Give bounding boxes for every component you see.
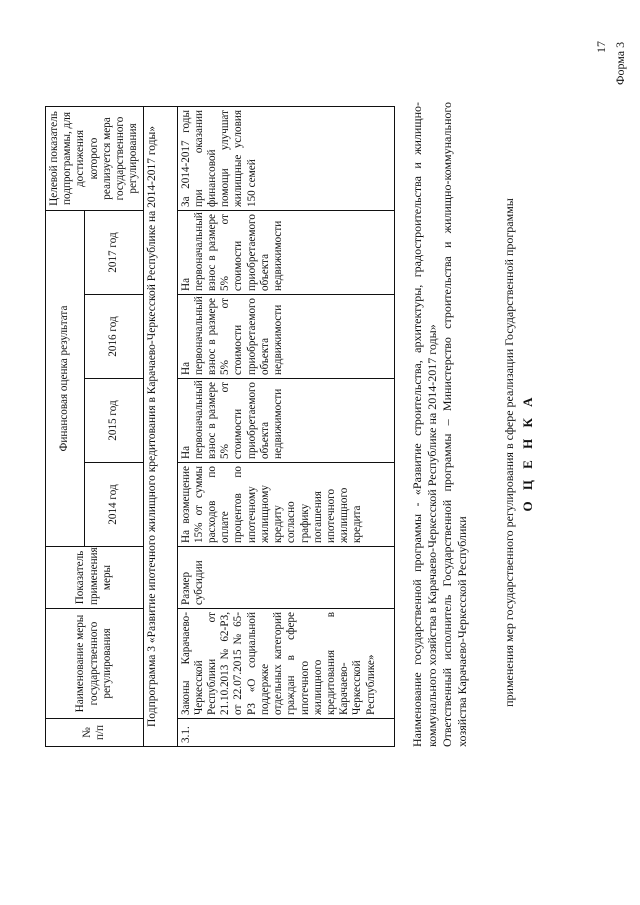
header-financial: Финансовая оценка результата (46, 211, 85, 547)
row-2016: На первоначальный взнос в размере 5% от стоимости приобретаемого объекта недвижимости (177, 295, 394, 379)
header-year-2015: 2015 год (85, 379, 144, 463)
subprogram-title: Подпрограмма 3 «Развитие ипотечного жилищного кредитования в Карачаево-Черкесской Республике на 2014-2017 годы» (143, 107, 177, 747)
program-info (410, 102, 471, 747)
measures-table (45, 106, 395, 747)
document-title: О Ц Е Н К А (520, 393, 535, 512)
header-indicator: Показатель применения меры (46, 547, 144, 609)
program-name: Наименование государственной программы - «Развитие строительства, архитектуры, градостроительства и жилищно-коммунального хозяйства в Карачаево-Черкесской Республике на 2014-2017 годы» (410, 102, 439, 747)
row-target: За 2014-2017 годы при оказании финансовой помощи улучшат жилищные условия 150 семей (177, 107, 394, 211)
responsible-executor: Ответственный исполнитель Государственной программы – Министерство строительства и жилищно-коммунального хозяйства Карачаево-Черкесской Республики (440, 102, 469, 747)
row-num: 3.1. (177, 719, 394, 747)
row-2017: На первоначальный взнос в размере 5% от стоимости приобретаемого объекта недвижимости (177, 211, 394, 295)
row-measure: Законы Карачаево-Черкесской Республики от 21.10.2013 № 62-РЗ, от 22.07.2015 № 65-РЗ «О социальной поддержке отдельных категорий граждан в сфере ипотечного жилищного кредитования в Карачаево-Черкесской Республике» (177, 609, 394, 719)
page-number: 17 (594, 41, 608, 53)
header-year-2014: 2014 год (85, 463, 144, 547)
document-subtitle: применения мер государственного регулирования в сфере реализации Государственной программы (502, 198, 516, 707)
header-target: Целевой показатель подпрограммы, для достижения которого реализуется мера государственного регулирования (46, 107, 144, 211)
subprogram-row (143, 107, 177, 747)
header-year-2017: 2017 год (85, 211, 144, 295)
header-year-2016: 2016 год (85, 295, 144, 379)
header-row (46, 107, 85, 747)
form-label: Форма 3 (613, 41, 627, 85)
header-num: № п/п (46, 719, 144, 747)
header-measure-name: Наименование меры государственного регулирования (46, 609, 144, 719)
row-indicator: Размер субсидии (177, 547, 394, 609)
row-2014: На возмещение 15% от суммы расходов по оплате процентов по ипотечному жилищному кредиту согласно графику погашения ипотечного жилищного кредита (177, 463, 394, 547)
row-2015: На первоначальный взнос в размере 5% от стоимости приобретаемого объекта недвижимости (177, 379, 394, 463)
table-row (177, 107, 394, 747)
